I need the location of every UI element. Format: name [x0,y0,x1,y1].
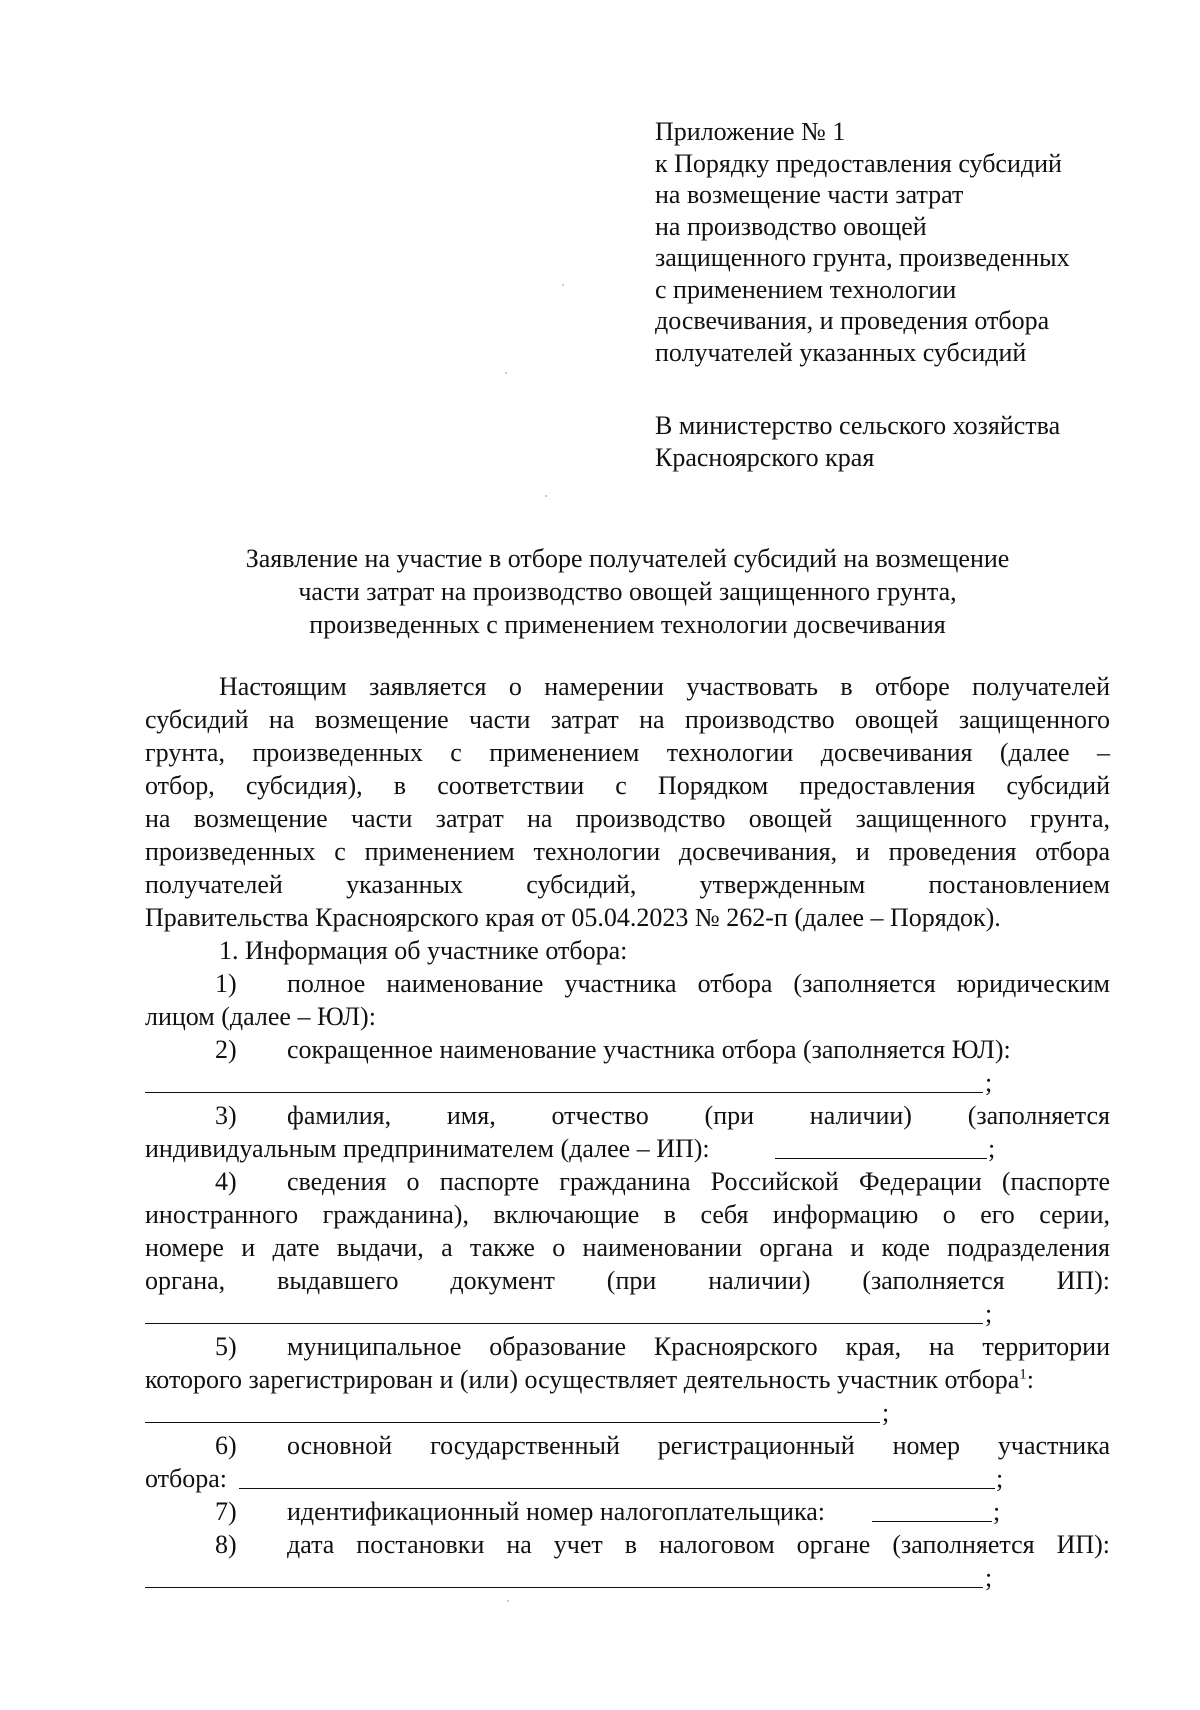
appendix-line: защищенного грунта, произведенных [655,243,1070,272]
footnote-marker[interactable]: 1 [1019,1366,1027,1383]
list-item-continuation: органа, выдавшего документ (при наличии) (заполняется ИП): [145,1266,1110,1295]
fill-blank[interactable] [145,1587,983,1588]
document-title [145,542,1110,641]
paragraph-line: грунта, произведенных с применением технологии досвечивания (далее – [145,738,1110,767]
scan-speck [505,372,507,374]
appendix-line: с применением технологии [655,274,957,304]
fill-blank[interactable] [145,1422,880,1423]
item-number: 4) [215,1167,237,1196]
colon: : [1026,1365,1034,1394]
paragraph-line: Настоящим заявляется о намерении участвовать в отборе получателей [219,672,1110,701]
item-text: муниципальное образование Красноярского края, на территории [287,1332,1110,1361]
fill-line-row [145,1066,1110,1099]
paragraph-line: произведенных с применением технологии досвечивания, и проведения отбора [145,837,1110,866]
list-item [145,1099,1110,1132]
semicolon: ; [996,1464,1004,1493]
semicolon: ; [985,1563,993,1592]
section-heading: 1. Информация об участнике отбора: [219,936,628,965]
title-line: Заявление на участие в отборе получателей субсидий на возмещение [245,544,1010,573]
item-text: дата постановки на учет в налоговом органе (заполняется ИП): [287,1530,1110,1559]
fill-blank[interactable] [239,1488,995,1489]
list-item [145,1330,1110,1363]
item-number: 1) [215,969,237,998]
appendix-line: получателей указанных субсидий [655,337,1027,367]
paragraph-line: отбор, субсидия), в соответствии с Порядком предоставления субсидий [145,771,1110,800]
fill-line-row [145,1297,1110,1330]
appendix-line: Приложение № 1 [655,117,846,146]
semicolon: ; [985,1068,993,1097]
semicolon: ; [988,1134,996,1163]
item-number: 5) [215,1332,237,1361]
fill-line-row [145,1396,1110,1429]
item-number: 7) [215,1497,237,1526]
item-text: идентификационный номер налогоплательщика: [287,1497,825,1526]
item-text: сокращенное наименование участника отбора (заполняется ЮЛ): [287,1035,1011,1064]
title-line: произведенных с применением технологии досвечивания [309,610,946,639]
item-text: отбора: [145,1464,228,1493]
semicolon: ; [882,1398,890,1427]
addressee-line: В министерство сельского хозяйства [655,411,1061,440]
fill-blank[interactable] [145,1092,983,1093]
item-number: 2) [215,1035,237,1064]
addressee [655,410,1060,473]
list-item [145,1528,1110,1561]
title-line: части затрат на производство овощей защищенного грунта, [298,577,957,606]
fill-blank[interactable] [872,1521,992,1522]
fill-blank[interactable] [145,1323,983,1324]
paragraph-line: Правительства Красноярского края от 05.04.2023 № 262-п (далее – Порядок). [145,903,1001,932]
item-text: основной государственный регистрационный номер участника [287,1431,1110,1460]
appendix-line: досвечивания, и проведения отбора [655,306,1050,335]
list-item [145,967,1110,1000]
list-item [145,1033,1110,1066]
item-text: сведения о паспорте гражданина Российской Федерации (паспорте [287,1167,1110,1196]
item-text: индивидуальным предпринимателем (далее – ИП): [145,1134,710,1163]
addressee-line: Красноярского края [655,442,875,472]
list-item-continuation: лицом (далее – ЮЛ): [145,1002,376,1031]
list-item [145,1429,1110,1462]
item-text: полное наименование участника отбора (заполняется юридическим [287,969,1110,998]
fill-line-row [145,1561,1110,1594]
item-text: фамилия, имя, отчество (при наличии) (заполняется [287,1101,1110,1130]
appendix-line: на производство овощей [655,211,927,241]
list-item-continuation: иностранного гражданина), включающие в себя информацию о его серии, [145,1200,1110,1229]
item-number: 6) [215,1431,237,1460]
appendix-line: к Порядку предоставления субсидий [655,148,1062,178]
scan-speck [562,284,564,286]
fill-blank[interactable] [775,1158,987,1159]
list-item-continuation [145,1462,1110,1495]
appendix-line: на возмещение части затрат [655,180,964,209]
paragraph-line: получателей указанных субсидий, утвержденным постановлением [145,870,1110,899]
scan-speck [545,495,547,497]
scan-speck [507,1600,509,1602]
item-number: 8) [215,1530,237,1559]
list-item-continuation [145,1132,1110,1165]
appendix-header [655,116,1070,368]
list-item [145,1165,1110,1198]
list-item [145,1495,1110,1528]
document-body [145,670,1110,1594]
semicolon: ; [985,1299,993,1328]
list-item-continuation [145,1363,1110,1396]
item-text: которого зарегистрирован и (или) осуществляет деятельность участник отбора [145,1365,1020,1394]
paragraph-line: субсидий на возмещение части затрат на производство овощей защищенного [145,705,1110,734]
list-item-continuation: номере и дате выдачи, а также о наименовании органа и коде подразделения [145,1233,1110,1262]
semicolon: ; [993,1497,1001,1526]
item-number: 3) [215,1101,237,1130]
paragraph-line: на возмещение части затрат на производство овощей защищенного грунта, [145,804,1110,833]
